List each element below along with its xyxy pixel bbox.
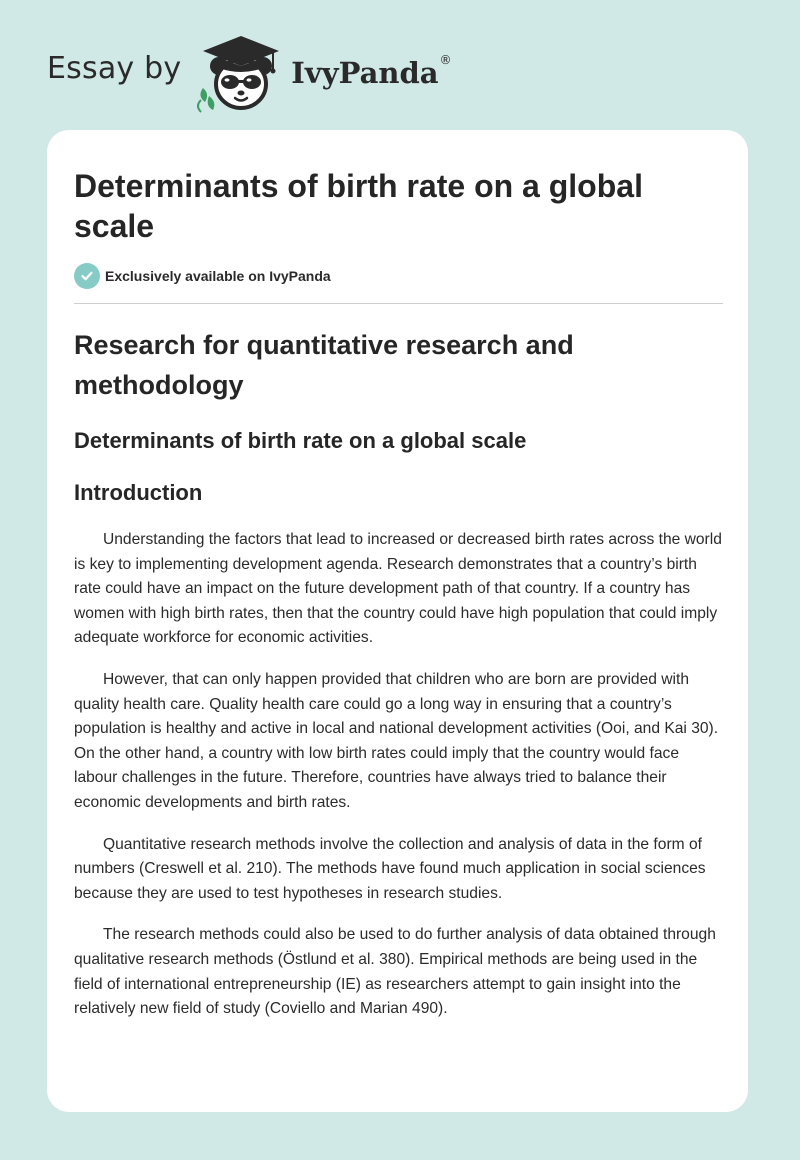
panda-graduate-logo-icon[interactable] <box>195 30 287 114</box>
exclusive-badge <box>74 263 331 289</box>
registered-mark: ® <box>439 53 452 67</box>
paragraph: Quantitative research methods involve the collection and analysis of data in the form of numbers (Creswell et al. 210). The methods have found much application in social sciences because they are used to test hypotheses in research studies. <box>74 835 706 902</box>
essay-body <box>74 528 726 1039</box>
page-title: Determinants of birth rate on a global scale <box>74 168 643 244</box>
brand-bar <box>47 30 452 114</box>
brand-name: IvyPanda <box>291 56 439 90</box>
section-heading-introduction: Introduction <box>74 480 203 505</box>
divider <box>74 303 723 304</box>
paragraph: Understanding the factors that lead to increased or decreased birth rates across the world is key to implementing development agenda. Research demonstrates that a country’s birth rate could have an impact on the future development path of that country. If a country has women with high birth rates, then that the country could have high population that could imply adequate workforce for economic activities. <box>74 531 722 647</box>
paragraph: The research methods could also be used to do further analysis of data obtained through qualitative research methods (Östlund et al. 380). Empirical methods are being used in the field of international entrepreneurship (IE) as researchers attempt to gain insight into the relatively new field of study (Coviello and Marian 490). <box>74 926 716 1018</box>
check-circle-icon <box>74 263 100 289</box>
brand-prefix: Essay by <box>47 50 182 86</box>
sub-heading: Determinants of birth rate on a global scale <box>74 428 527 453</box>
essay-card <box>47 130 748 1112</box>
main-heading: Research for quantitative research and methodology <box>74 330 574 400</box>
paragraph: However, that can only happen provided that children who are born are provided with quality health care. Quality health care could go a long way in ensuring that a country’s population is healthy and active in local and national development activities (Ooi, and Kai 30). On the other hand, a country with low birth rates could imply that the country would face labour challenges in the future. Therefore, countries have always tried to balance their economic developments and birth rates. <box>74 670 719 811</box>
exclusive-label: Exclusively available on IvyPanda <box>105 268 331 284</box>
